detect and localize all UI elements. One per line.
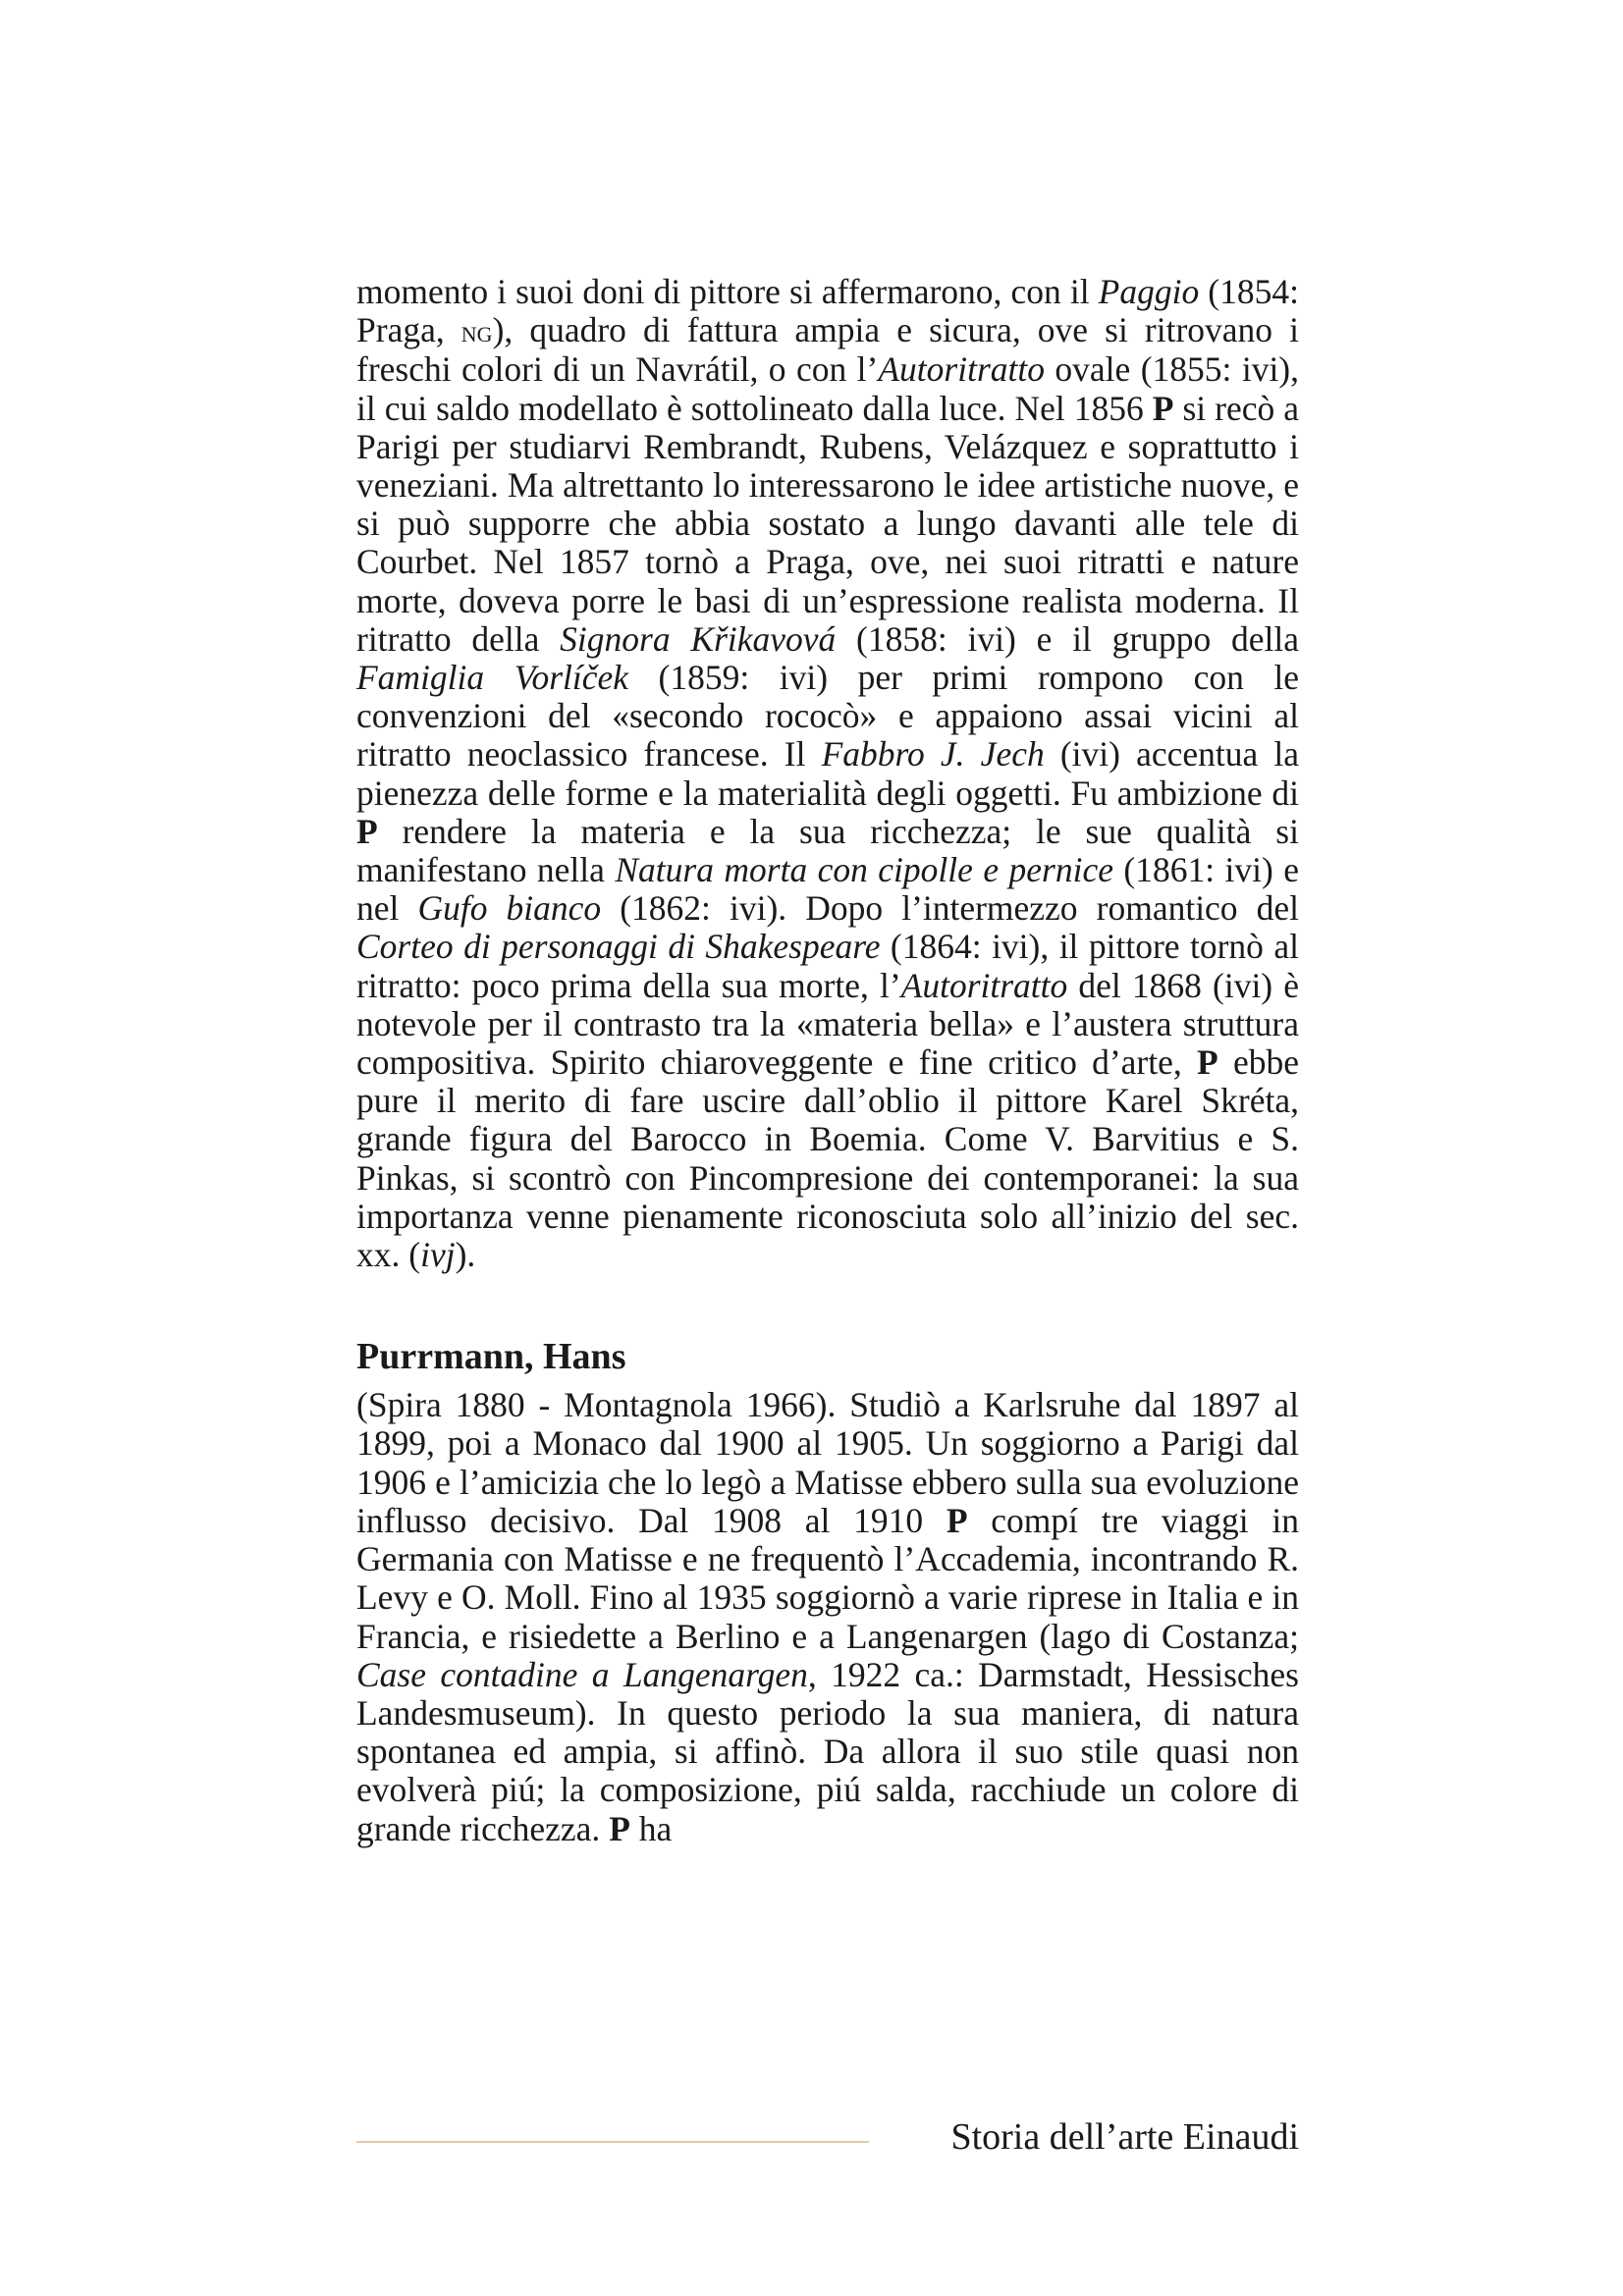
text-span: ebbe pure il merito di fare uscire dall’oblio il pittore Karel Skréta, grande figura del Barocco in Boemia. Come V. Barvitius e S. Pinkas, si scontrò con Pincompresione dei contemporanei: la sua importanza venne pienamente riconosciuta solo all’inizio del sec. xx. ( [356,1042,1299,1275]
text-span: momento i suoi doni di pittore si affermarono, con il [356,272,1099,311]
entry-continued-paragraph [356,273,1299,1274]
text-span: ), quadro di fattura ampia e sicura, ove si ritrovano i freschi colori di un Navrátil, o con l’ [356,310,1299,390]
text-span: del 1868 (ivi) è notevole per il contrasto tra la «materia bella» e l’austera struttura compositiva. Spirito chiaroveggente e fine critico d’arte, [356,965,1300,1083]
text-span: (1861: ivi) e nel [356,850,1299,929]
text-span: (ivi) accentua la pienezza delle forme e la materialità degli oggetti. Fu ambizione di [356,734,1299,813]
text-span: (1854: Praga, [356,272,1299,350]
italic-span: Corteo di personaggi di Shakespeare [356,927,881,967]
text-span: ha [629,1808,673,1848]
italic-span: Famiglia Vorlíček [356,658,628,698]
bold-span: P [356,811,378,851]
italic-span: Paggio [1098,272,1200,311]
text-span: (1862: ivi). Dopo l’intermezzo romantico del [601,888,1300,929]
smallcaps-span: ng [460,314,493,349]
page-body [356,273,1299,1848]
italic-span: Signora Křikavová [560,618,837,659]
text-span: rendere la materia e la sua ricchezza; le sue qualità si manifestano nella [356,811,1299,890]
italic-span: Gufo bianco [417,888,602,929]
text-span: (1858: ivi) e il gruppo della [836,618,1300,659]
footer-title: Storia dell’arte Einaudi [950,2116,1299,2158]
bold-span: P [1152,388,1174,428]
italic-span: Natura morta con cipolle e pernice [615,850,1113,890]
text-span: ). [455,1235,476,1275]
bold-span: P [609,1808,630,1848]
text-span: (Spira 1880 - Montagnola 1966). Studiò a Karlsruhe dal 1897 al 1899, poi a Monaco dal 1900 al 1905. Un soggiorno a Parigi dal 1906 e l’amicizia che lo legò a Matisse ebbero sulla sua evoluzione influsso decisivo. Dal 1908 al 1910 [356,1385,1299,1540]
text-span: compí tre viaggi in Germania con Matisse e ne frequentò l’Accademia, incontrando R. Levy e O. Moll. Fino al 1935 soggiornò a varie riprese in Italia e in Francia, e risiedette a Berlino e a Langenargen (lago di Costanza; [356,1500,1300,1656]
footer-rule [356,2141,869,2143]
text-span: , 1922 ca.: Darmstadt, Hessisches Landesmuseum). In questo periodo la sua maniera, di natura spontanea ed ampia, si affinò. Da allora il suo stile quasi non evolverà piú; la composizione, piú salda, racchiude un colore di grande ricchezza. [356,1654,1299,1848]
italic-span: ivj [420,1235,456,1275]
text-span: ovale (1855: ivi), il cui saldo modellato è sottolineato dalla luce. Nel 1856 [356,349,1300,428]
entry-heading: Purrmann, Hans [356,1336,626,1378]
text-span: (1859: ivi) per primi rompono con le convenzioni del «secondo rococò» e appaiono assai vicini al ritratto neoclassico francese. Il [356,658,1299,774]
italic-span: Case contadine a Langenargen [356,1654,808,1694]
italic-span: Autoritratto [900,965,1068,1005]
text-span: (1864: ivi), il pittore tornò al ritratto: poco prima della sua morte, l’ [356,927,1299,1005]
italic-span: Fabbro J. Jech [821,734,1045,774]
italic-span: Autoritratto [878,349,1045,390]
bold-span: P [1197,1042,1218,1083]
entry-body-paragraph [356,1386,1299,1847]
bold-span: P [946,1500,968,1540]
text-span: si recò a Parigi per studiarvi Rembrandt, Rubens, Velázquez e soprattutto i veneziani. Ma altrettanto lo interessarono le idee artistiche nuove, e si può supporre che abbia sostato a lungo davanti alle tele di Courbet. Nel 1857 tornò a Praga, ove, nei suoi ritratti e nature morte, doveva porre le basi di un’espressione realista moderna. Il ritratto della [356,388,1299,659]
